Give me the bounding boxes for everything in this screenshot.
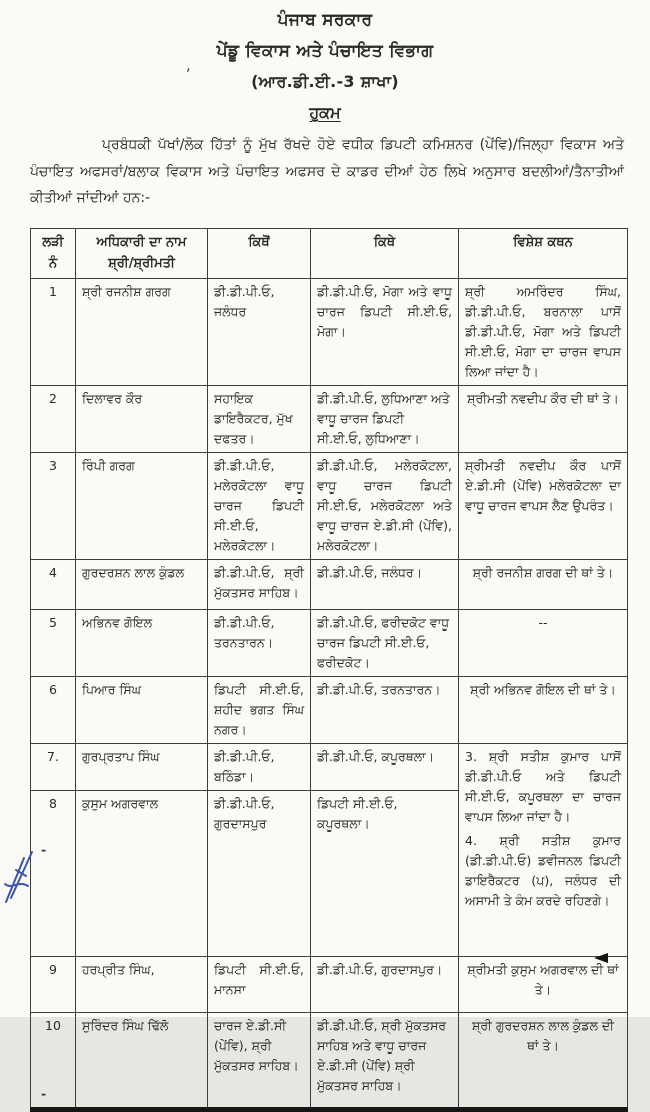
transfer-table: [30, 228, 628, 1112]
from-cell: ਡੀ.ਡੀ.ਪੀ.ਓ, ਮਲੇਰਕੋਟਲਾ ਵਾਧੂ ਚਾਰਜ ਡਿਪਟੀ ਸੀ.ਈ.ਓ, ਮਲੇਰਕੋਟਲਾ।: [208, 453, 311, 560]
remarks-item-3: 3. ਸ਼੍ਰੀ ਸਤੀਸ਼ ਕੁਮਾਰ ਪਾਸੋਂ ਡੀ.ਡੀ.ਪੀ.ਓ ਅਤੇ ਡਿਪਟੀ ਸੀ.ਈ.ਓ, ਕਪੂਰਥਲਾ ਦਾ ਚਾਰਜ ਵਾਪਸ ਲਿਆ ਜਾਂਦਾ ਹੈ।: [465, 749, 621, 824]
government-title: ਪੰਜਾਬ ਸਰਕਾਰ: [277, 10, 373, 30]
serial-cell: 3: [31, 453, 76, 560]
pen-scribble-mark: [2, 840, 40, 910]
serial-cell: 7.: [31, 744, 76, 791]
from-cell: ਡੀ.ਡੀ.ਪੀ.ਓ, ਸ਼੍ਰੀ ਮੁੱਕਤਸਰ ਸਾਹਿਬ।: [208, 560, 311, 610]
header-to: ਕਿਥੇ: [311, 229, 459, 279]
from-cell: ਡਿਪਟੀ ਸੀ.ਈ.ਓ, ਮਾਨਸਾ: [208, 957, 311, 1013]
remarks-cell: ਸ਼੍ਰੀਮਤੀ ਨਵਦੀਪ ਕੌਰ ਪਾਸੋਂ ਏ.ਡੀ.ਸੀ (ਪੇਂਵਿ) ਮਲੇਰਕੋਟਲਾ ਦਾ ਵਾਧੂ ਚਾਰਜ ਵਾਪਸ ਲੈਣ ਉਪਰੰਤ।: [459, 453, 628, 560]
header-from: ਕਿਥੋਂ: [208, 229, 311, 279]
intro-paragraph: ਪ੍ਰਬੰਧਕੀ ਪੱਖਾਂ/ਲੋਕ ਹਿੱਤਾਂ ਨੂੰ ਮੁੱਖ ਰੱਖਦੇ ਹੋਏ ਵਧੀਕ ਡਿਪਟੀ ਕਮਿਸ਼ਨਰ (ਪੇਂਵਿ)/ਜਿਲ੍ਹਾ ਵਿਕਾਸ ਅਤੇ ਪੰਚਾਇਤ ਅਫਸਰਾਂ/ਬਲਾਕ ਵਿਕਾਸ ਅਤੇ ਪੰਚਾਇਤ ਅਫਸਰ ਦੇ ਕਾਡਰ ਦੀਆਂ ਹੇਠ ਲਿਖੇ ਅਨੁਸਾਰ ਬਦਲੀਆਂ/ਤੈਨਾਤੀਆਂ ਕੀਤੀਆਂ ਜਾਂਦੀਆਂ ਹਨ:-: [30, 137, 624, 207]
table-row: [31, 279, 628, 386]
from-cell: ਡੀ.ਡੀ.ਪੀ.ਓ, ਜਲੰਧਰ: [208, 279, 311, 386]
remarks-item-4: 4. ਸ਼੍ਰੀ ਸਤੀਸ਼ ਕੁਮਾਰ (ਡੀ.ਡੀ.ਪੀ.ਓ) ਡਵੀਜਨਲ ਡਿਪਟੀ ਡਾਇਰੈਕਟਰ (ਪ), ਜਲੰਧਰ ਦੀ ਅਸਾਮੀ ਤੇ ਕੰਮ ਕਰਦੇ ਰਹਿਣਗੇ।: [465, 833, 621, 908]
to-cell: ਡੀ.ਡੀ.ਪੀ.ਓ, ਤਰਨਤਾਰਨ।: [311, 677, 459, 744]
officer-name-cell: ਕੁਸੁਮ ਅਗਰਵਾਲ: [76, 791, 208, 957]
officer-name-cell: ਪਿਆਰ ਸਿੰਘ: [76, 677, 208, 744]
to-cell: ਡੀ.ਡੀ.ਪੀ.ਓ, ਜਲੰਧਰ।: [311, 560, 459, 610]
from-cell: ਚਾਰਜ ਏ.ਡੀ.ਸੀ (ਪੇਂਵਿ), ਸ਼੍ਰੀ ਮੁੱਕਤਸਰ ਸਾਹਿਬ।: [208, 1013, 311, 1110]
from-cell: ਡੀ.ਡੀ.ਪੀ.ਓ, ਗੁਰਦਾਸਪੁਰ: [208, 791, 311, 957]
table-row: [31, 386, 628, 453]
remarks-cell: ਸ਼੍ਰੀਮਤੀ ਨਵਦੀਪ ਕੌਰ ਦੀ ਥਾਂ ਤੇ।: [459, 386, 628, 453]
remarks-cell: ਸ਼੍ਰੀ ਅਮਰਿੰਦਰ ਸਿੰਘ, ਡੀ.ਡੀ.ਪੀ.ਓ, ਬਰਨਾਲਾ ਪਾਸੋਂ ਡੀ.ਡੀ.ਪੀ.ਓ, ਮੋਗਾ ਅਤੇ ਡਿਪਟੀ ਸੀ.ਈ.ਓ, ਮੋਗਾ ਦਾ ਚਾਰਜ ਵਾਪਸ ਲਿਆ ਜਾਂਦਾ ਹੈ।: [459, 279, 628, 386]
table-row: [31, 744, 628, 791]
to-cell: ਡੀ.ਡੀ.ਪੀ.ਓ, ਸ਼੍ਰੀ ਮੁੱਕਤਸਰ ਸਾਹਿਬ ਅਤੇ ਵਾਧੂ ਚਾਰਜ ਏ.ਡੀ.ਸੀ (ਪੇਂਵਿ) ਸ਼੍ਰੀ ਮੁੱਕਤਸਰ ਸਾਹਿਬ।: [311, 1013, 459, 1110]
remarks-cell-merged: [459, 744, 628, 957]
officer-name-cell: ਗੁਰਪ੍ਰਤਾਪ ਸਿੰਘ: [76, 744, 208, 791]
remarks-cell: ਸ਼੍ਰੀ ਅਭਿਨਵ ਗੋਇਲ ਦੀ ਥਾਂ ਤੇ।: [459, 677, 628, 744]
remarks-cell: ਸ਼੍ਰੀ ਗੁਰਦਰਸ਼ਨ ਲਾਲ ਕੁੰਡਲ ਦੀ ਥਾਂ ਤੇ।: [459, 1013, 628, 1110]
to-cell: ਡਿਪਟੀ ਸੀ.ਈ.ਓ, ਕਪੂਰਥਲਾ।: [311, 791, 459, 957]
arrow-artifact: [594, 953, 608, 963]
table-row: [31, 957, 628, 1013]
remarks-cell: --: [459, 610, 628, 677]
table-row: [31, 1013, 628, 1110]
header-officer-name: ਅਧਿਕਾਰੀ ਦਾ ਨਾਮ ਸ਼੍ਰੀ/ਸ਼੍ਰੀਮਤੀ: [76, 229, 208, 279]
officer-name-cell: ਹਰਪ੍ਰੀਤ ਸਿੰਘ,: [76, 957, 208, 1013]
officer-name-cell: ਸੁਰਿੰਦਰ ਸਿੰਘ ਢਿੱਲੋ: [76, 1013, 208, 1110]
to-cell: ਡੀ.ਡੀ.ਪੀ.ਓ, ਲੁਧਿਆਣਾ ਅਤੇ ਵਾਧੂ ਚਾਰਜ ਡਿਪਟੀ ਸੀ.ਈ.ਓ, ਲੁਧਿਆਣਾ।: [311, 386, 459, 453]
serial-cell: 6: [31, 677, 76, 744]
serial-cell: 10 -: [31, 1013, 76, 1110]
table-header-row: [31, 229, 628, 279]
remarks-cell: ਸ਼੍ਰੀਮਤੀ ਕੁਸੁਮ ਅਗਰਵਾਲ ਦੀ ਥਾਂ ਤੇ।: [459, 957, 628, 1013]
serial-cell: 5: [31, 610, 76, 677]
scan-speck: ,: [186, 56, 191, 74]
department-title: ਪੇਂਡੂ ਵਿਕਾਸ ਅਤੇ ਪੰਚਾਇਤ ਵਿਭਾਗ: [216, 41, 434, 61]
to-cell: ਡੀ.ਡੀ.ਪੀ.ਓ, ਮਲੇਰਕੋਟਲਾ, ਵਾਧੂ ਚਾਰਜ ਡਿਪਟੀ ਸੀ.ਈ.ਓ, ਮਲੇਰਕੋਟਲਾ ਅਤੇ ਵਾਧੂ ਚਾਰਜ ਏ.ਡੀ.ਸੀ (ਪੇਂਵਿ), ਮਲੇਰਕੋਟਲਾ।: [311, 453, 459, 560]
from-cell: ਡੀ.ਡੀ.ਪੀ.ਓ, ਤਰਨਤਾਰਨ।: [208, 610, 311, 677]
serial-cell: 9: [31, 957, 76, 1013]
table-row: [31, 560, 628, 610]
from-cell: ਡੀ.ਡੀ.ਪੀ.ਓ, ਬਠਿੰਡਾ।: [208, 744, 311, 791]
stray-dash-mark: -: [41, 1086, 47, 1101]
serial-cell: 8 -: [31, 791, 76, 957]
from-cell: ਡਿਪਟੀ ਸੀ.ਈ.ਓ, ਸ਼ਹੀਦ ਭਗਤ ਸਿੰਘ ਨਗਰ।: [208, 677, 311, 744]
table-row: [31, 610, 628, 677]
serial-cell: 4: [31, 560, 76, 610]
table-row: [31, 677, 628, 744]
serial-cell: 1: [31, 279, 76, 386]
serial-cell: 2: [31, 386, 76, 453]
remarks-cell: ਸ਼੍ਰੀ ਰਜਨੀਸ਼ ਗਰਗ ਦੀ ਥਾਂ ਤੇ।: [459, 560, 628, 610]
branch-title: (ਆਰ.ਡੀ.ਈ.-3 ਸ਼ਾਖਾ): [251, 72, 399, 91]
to-cell: ਡੀ.ਡੀ.ਪੀ.ਓ, ਫਰੀਦਕੋਟ ਵਾਧੂ ਚਾਰਜ ਡਿਪਟੀ ਸੀ.ਈ.ਓ, ਫਰੀਦਕੋਟ।: [311, 610, 459, 677]
to-cell: ਡੀ.ਡੀ.ਪੀ.ਓ, ਗੁਰਦਾਸਪੁਰ।: [311, 957, 459, 1013]
officer-name-cell: ਸ਼੍ਰੀ ਰਜਨੀਸ਼ ਗਰਗ: [76, 279, 208, 386]
from-cell: ਸਹਾਇਕ ਡਾਇਰੈਕਟਰ, ਮੁੱਖ ਦਫਤਰ।: [208, 386, 311, 453]
to-cell: ਡੀ.ਡੀ.ਪੀ.ਓ, ਮੋਗਾ ਅਤੇ ਵਾਧੂ ਚਾਰਜ ਡਿਪਟੀ ਸੀ.ਈ.ਓ, ਮੋਗਾ।: [311, 279, 459, 386]
officer-name-cell: ਗੁਰਦਰਸ਼ਨ ਲਾਲ ਕੁੰਡਲ: [76, 560, 208, 610]
order-heading: ਹੁਕਮ: [309, 103, 341, 122]
table-row: [31, 453, 628, 560]
to-cell: ਡੀ.ਡੀ.ਪੀ.ਓ, ਕਪੂਰਥਲਾ।: [311, 744, 459, 791]
officer-name-cell: ਦਿਲਾਵਰ ਕੌਰ: [76, 386, 208, 453]
officer-name-cell: ਰਿੰਪੀ ਗਰਗ: [76, 453, 208, 560]
officer-name-cell: ਅਭਿਨਵ ਗੋਇਲ: [76, 610, 208, 677]
header-serial: ਲੜੀ ਨੰ: [31, 229, 76, 279]
stray-dash-mark: -: [41, 842, 47, 857]
header-remarks: ਵਿਸ਼ੇਸ਼ ਕਥਨ: [459, 229, 628, 279]
